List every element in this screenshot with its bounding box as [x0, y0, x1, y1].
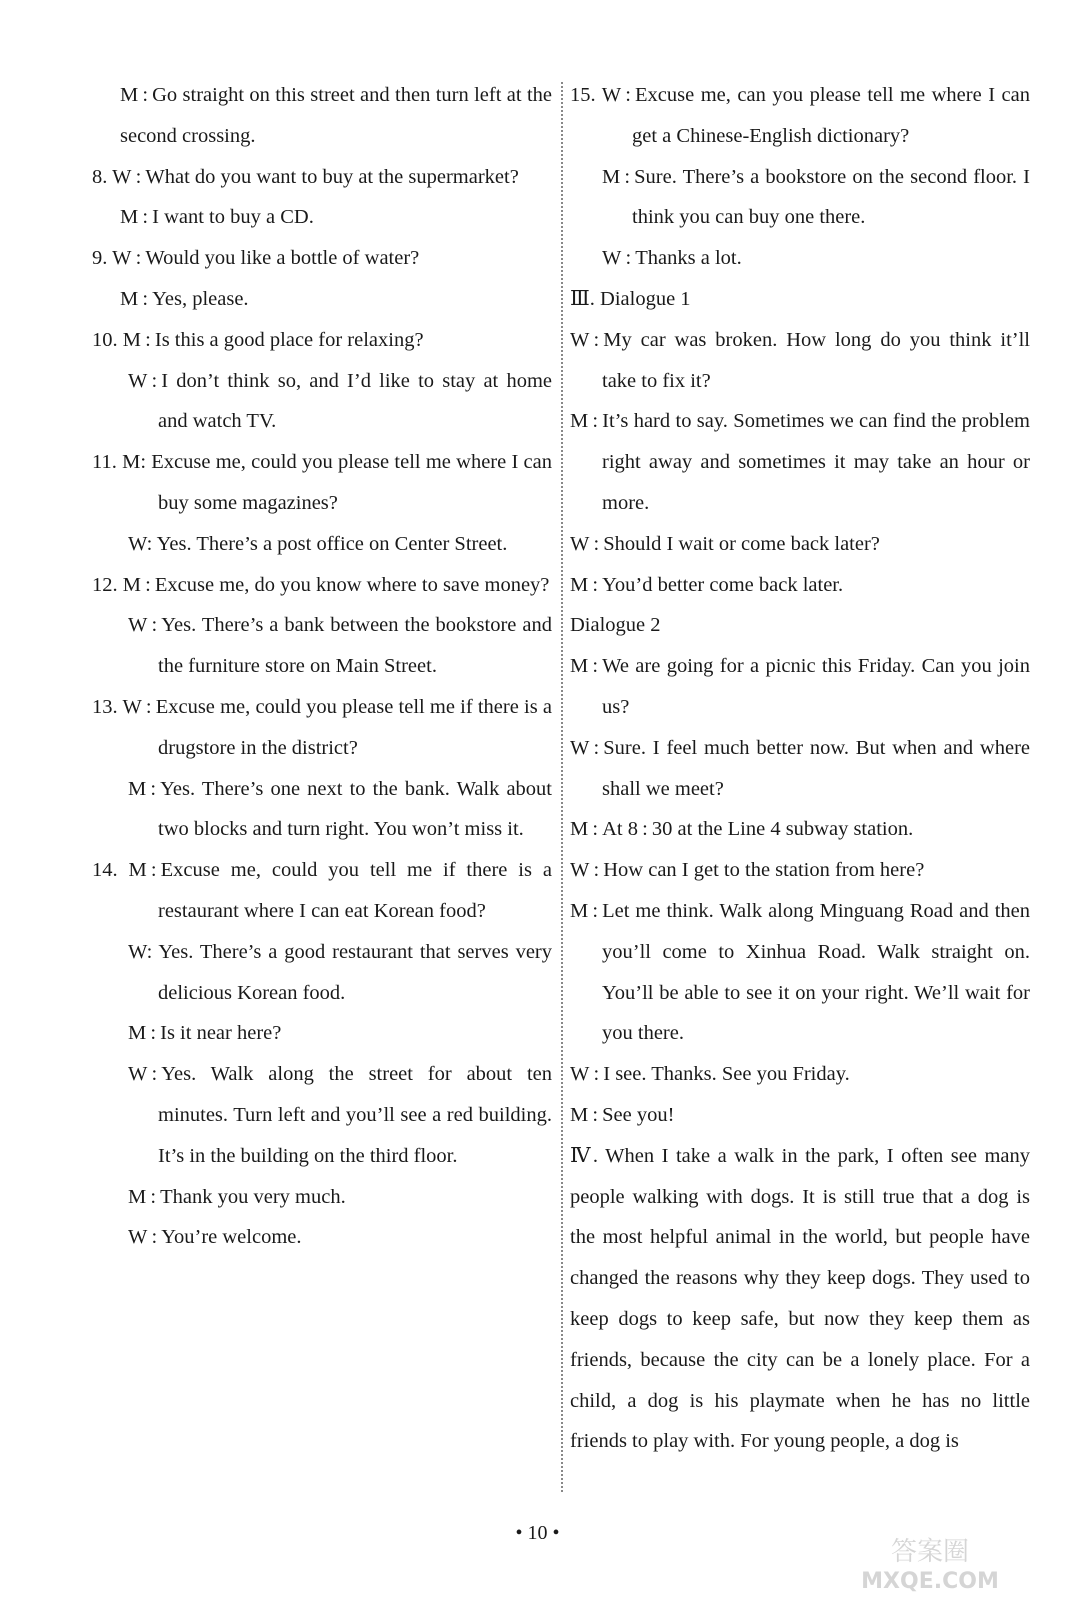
left-column-line: 8. W : What do you want to buy at the supermarket?: [92, 165, 519, 188]
left-column-line: 11. M: Excuse me, could you please tell me where I can buy some magazines?: [92, 451, 552, 514]
right-column-line: M : Sure. There’s a bookstore on the second floor. I think you can buy one there.: [602, 165, 1030, 229]
left-column-line: W: Yes. There’s a post office on Center Street.: [128, 532, 508, 555]
watermark-title: 答案圈: [890, 1537, 970, 1567]
right-column-line: Ⅳ. When I take a walk in the park, I often see many people walking with dogs. It is still true that a dog is the most helpful animal in the world, but people have changed the reasons why they keep dogs. They used to keep dogs to keep safe, but now they keep them as friends, because the city can be a lonely place. For a child, a dog is his playmate when he has no little friends to play with. For young people, a dog is: [570, 1144, 1030, 1453]
left-column-line: M : Yes. There’s one next to the bank. Walk about two blocks and turn right. You won’t miss it.: [128, 777, 552, 841]
right-column-line: Dialogue 2: [570, 614, 661, 637]
right-column-line: W : Sure. I feel much better now. But when and where shall we meet?: [570, 736, 1030, 800]
right-column: [570, 75, 1030, 1462]
left-column-line: M : Go straight on this street and then turn left at the second crossing.: [120, 84, 552, 147]
left-column-line: W : You’re welcome.: [128, 1226, 302, 1249]
left-column-line: M : Thank you very much.: [128, 1185, 346, 1208]
left-column-line: W : Yes. Walk along the street for about ten minutes. Turn left and you’ll see a red building. It’s in the building on the third floor.: [128, 1063, 552, 1167]
left-column-line: 14. M : Excuse me, could you tell me if there is a restaurant where I can eat Korean food?: [92, 859, 552, 922]
left-column-line: M : Yes, please.: [120, 287, 249, 310]
left-column-line: W : Yes. There’s a bank between the bookstore and the furniture store on Main Street.: [128, 614, 552, 678]
left-column-line: 10. M : Is this a good place for relaxing?: [92, 328, 424, 351]
watermark-url: MXQE.COM: [861, 1569, 999, 1594]
left-column: [92, 75, 552, 1258]
right-column-line: W : How can I get to the station from here?: [570, 859, 925, 882]
left-column-line: 9. W : Would you like a bottle of water?: [92, 247, 420, 270]
right-column-line: W : Should I wait or come back later?: [570, 532, 880, 555]
right-column-line: M : We are going for a picnic this Friday. Can you join us?: [570, 655, 1030, 718]
right-column-line: W : My car was broken. How long do you think it’ll take to fix it?: [570, 328, 1030, 392]
left-column-line: M : I want to buy a CD.: [120, 206, 314, 229]
right-column-line: M : At 8 : 30 at the Line 4 subway station.: [570, 818, 914, 841]
left-column-line: 13. W : Excuse me, could you please tell me if there is a drugstore in the district?: [92, 695, 552, 759]
right-column-line: M : Let me think. Walk along Minguang Road and then you’ll come to Xinhua Road. Walk straight on. You’ll be able to see it on your right. We’ll wait for you there.: [570, 899, 1030, 1045]
page-number: • 10 •: [515, 1522, 560, 1544]
right-column-line: 15. W : Excuse me, can you please tell me where I can get a Chinese-English dictionary?: [570, 84, 1030, 147]
right-column-line: W : I see. Thanks. See you Friday.: [570, 1063, 850, 1086]
left-column-line: M : Is it near here?: [128, 1022, 282, 1045]
right-column-line: M : It’s hard to say. Sometimes we can find the problem right away and sometimes it may take an hour or more.: [570, 410, 1030, 514]
column-divider: [561, 82, 563, 1492]
left-column-line: W : I don’t think so, and I’d like to stay at home and watch TV.: [128, 369, 552, 433]
right-column-line: Ⅲ. Dialogue 1: [570, 287, 691, 310]
right-column-line: M : See you!: [570, 1103, 675, 1126]
left-column-line: W: Yes. There’s a good restaurant that serves very delicious Korean food.: [128, 940, 552, 1004]
watermark-logo: [845, 1532, 1015, 1594]
right-column-line: M : You’d better come back later.: [570, 573, 844, 596]
left-column-line: 12. M : Excuse me, do you know where to save money?: [92, 573, 550, 596]
right-column-line: W : Thanks a lot.: [602, 247, 742, 270]
